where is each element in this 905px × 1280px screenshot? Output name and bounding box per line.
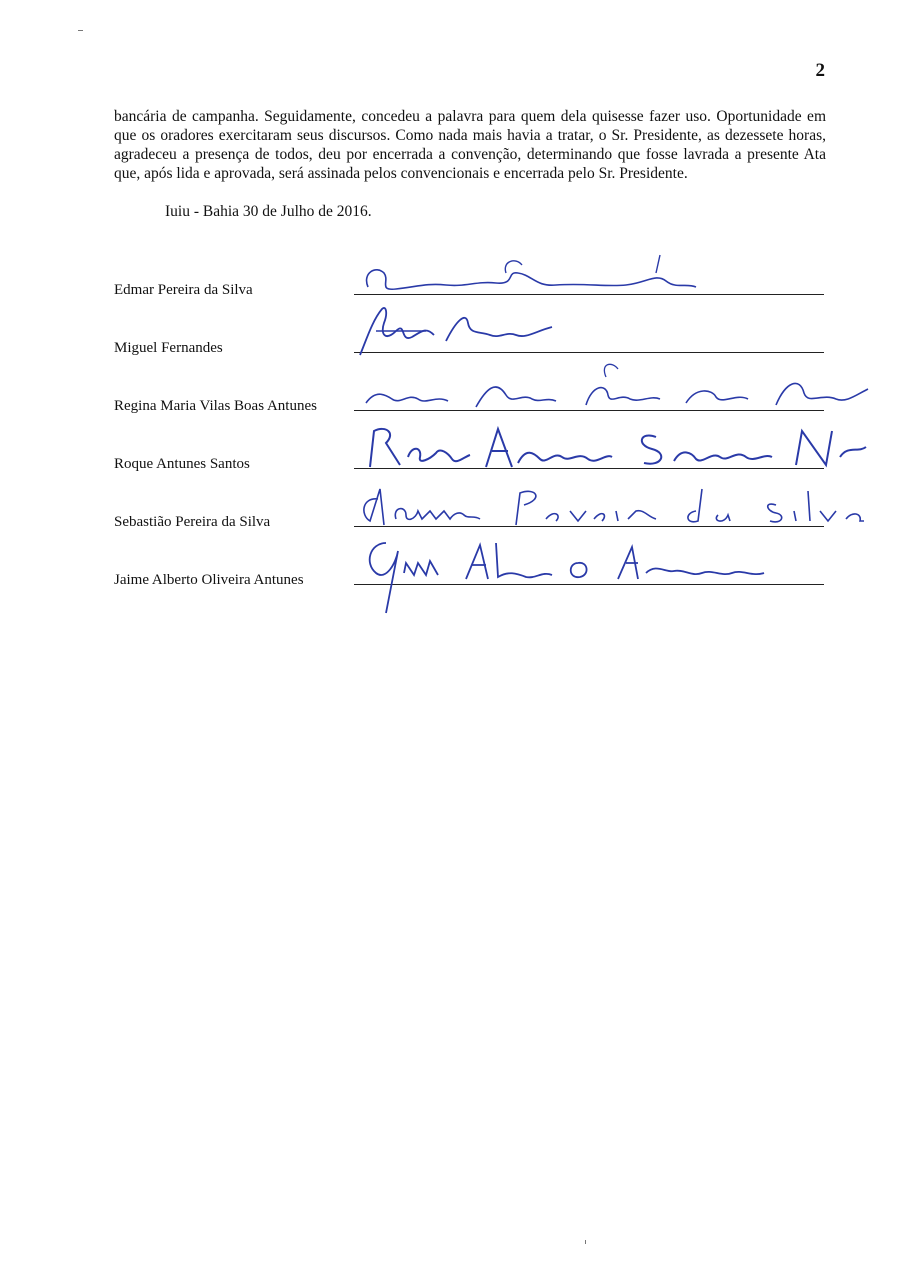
signatory-name: Roque Antunes Santos (114, 456, 250, 472)
signatory-name: Edmar Pereira da Silva (114, 282, 253, 298)
handwritten-signature (356, 359, 876, 415)
date-line: Iuiu - Bahia 30 de Julho de 2016. (165, 203, 372, 220)
signature-row (114, 535, 834, 593)
signatory-name: Sebastião Pereira da Silva (114, 514, 271, 530)
signature-row (114, 477, 834, 535)
signatory-name: Miguel Fernandes (114, 340, 223, 356)
handwritten-signature (356, 243, 876, 299)
page-number: 2 (815, 60, 825, 81)
ata-paragraph (114, 107, 826, 183)
signature-row (114, 419, 834, 477)
signature-row (114, 361, 834, 419)
scan-speck (585, 1240, 586, 1244)
signature-row (114, 303, 834, 361)
signatory-name: Regina Maria Vilas Boas Antunes (114, 398, 317, 414)
handwritten-signature (356, 301, 876, 357)
paragraph-text: bancária de campanha. Seguidamente, concedeu a palavra para quem dela quisesse fazer uso. Oportunidade em que os oradores exercitaram seus discursos. Como nada mais havia a tratar, o Sr. Presidente, as dezessete horas, agradeceu a presença de todos, deu por encerrada a convenção, determinando que fosse lavrada a presente Ata que, após lida e aprovada, será assinada pelos convencionais e encerrada pelo Sr. Presidente. (114, 108, 826, 182)
signature-row (114, 245, 834, 303)
signatory-name: Jaime Alberto Oliveira Antunes (114, 572, 304, 588)
scan-speck (78, 30, 83, 31)
handwritten-signature (356, 475, 876, 531)
handwritten-signature (356, 533, 876, 589)
handwritten-signature (356, 417, 876, 473)
